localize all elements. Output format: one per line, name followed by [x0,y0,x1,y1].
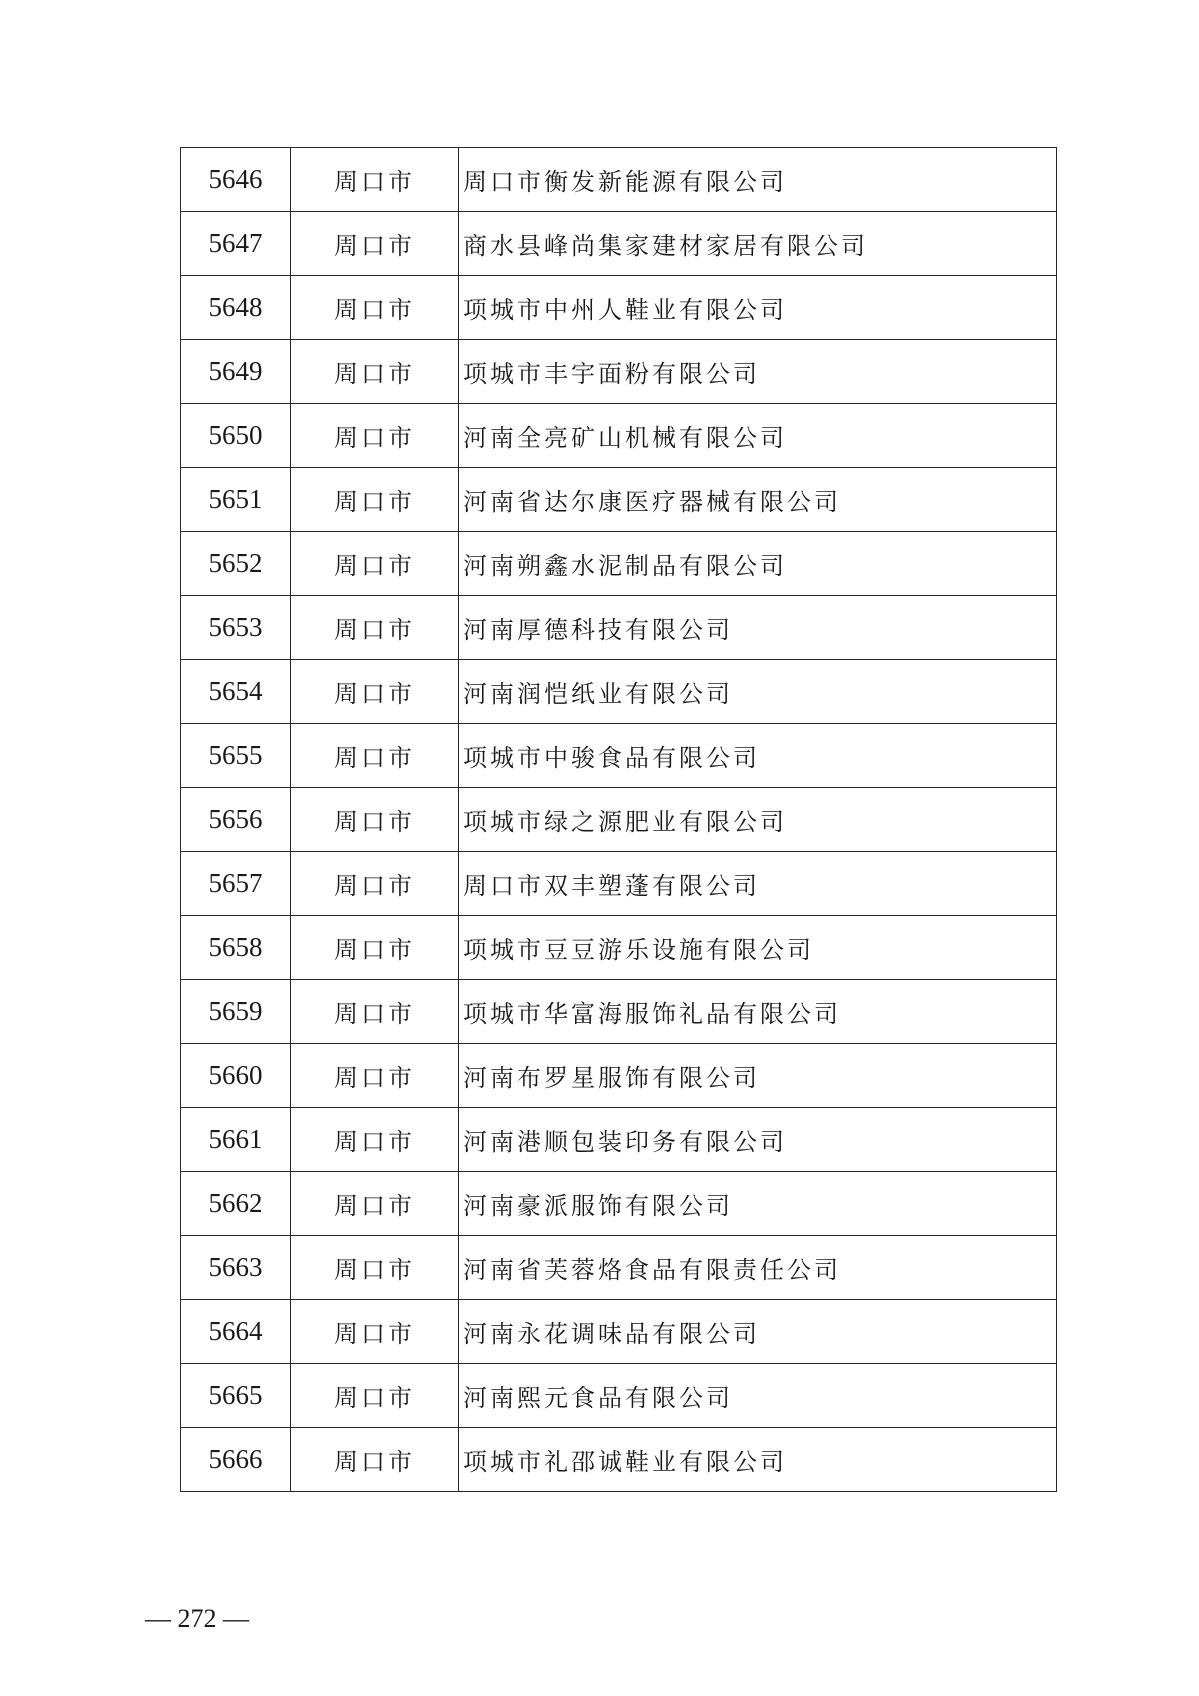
city-cell: 周口市 [291,724,459,788]
table-row [181,852,1057,916]
table-row [181,148,1057,212]
city-cell: 周口市 [291,980,459,1044]
table-row [181,1364,1057,1428]
company-name-cell: 河南永花调味品有限公司 [459,1300,1057,1364]
row-number-cell: 5664 [181,1300,291,1364]
company-name-cell: 河南朔鑫水泥制品有限公司 [459,532,1057,596]
row-number-cell: 5656 [181,788,291,852]
company-name-cell: 河南省达尔康医疗器械有限公司 [459,468,1057,532]
row-number-cell: 5650 [181,404,291,468]
row-number-cell: 5662 [181,1172,291,1236]
company-name-cell: 项城市华富海服饰礼品有限公司 [459,980,1057,1044]
company-name-cell: 项城市中骏食品有限公司 [459,724,1057,788]
row-number-cell: 5663 [181,1236,291,1300]
city-cell: 周口市 [291,916,459,980]
row-number-cell: 5665 [181,1364,291,1428]
company-name-cell: 河南豪派服饰有限公司 [459,1172,1057,1236]
city-cell: 周口市 [291,148,459,212]
company-name-cell: 项城市丰宇面粉有限公司 [459,340,1057,404]
table-row [181,340,1057,404]
table-row [181,1300,1057,1364]
table-row [181,212,1057,276]
company-name-cell: 周口市双丰塑蓬有限公司 [459,852,1057,916]
city-cell: 周口市 [291,340,459,404]
table-row [181,404,1057,468]
row-number-cell: 5652 [181,532,291,596]
row-number-cell: 5658 [181,916,291,980]
company-name-cell: 河南润恺纸业有限公司 [459,660,1057,724]
row-number-cell: 5654 [181,660,291,724]
company-name-cell: 项城市中州人鞋业有限公司 [459,276,1057,340]
row-number-cell: 5647 [181,212,291,276]
row-number-cell: 5657 [181,852,291,916]
company-name-cell: 河南省芙蓉烙食品有限责任公司 [459,1236,1057,1300]
city-cell: 周口市 [291,276,459,340]
company-name-cell: 商水县峰尚集家建材家居有限公司 [459,212,1057,276]
city-cell: 周口市 [291,1364,459,1428]
city-cell: 周口市 [291,1236,459,1300]
company-table [180,147,1057,1492]
company-name-cell: 项城市绿之源肥业有限公司 [459,788,1057,852]
city-cell: 周口市 [291,1108,459,1172]
table-row [181,1044,1057,1108]
row-number-cell: 5655 [181,724,291,788]
row-number-cell: 5646 [181,148,291,212]
company-name-cell: 河南全亮矿山机械有限公司 [459,404,1057,468]
row-number-cell: 5649 [181,340,291,404]
city-cell: 周口市 [291,1300,459,1364]
table-row [181,1236,1057,1300]
city-cell: 周口市 [291,532,459,596]
company-name-cell: 河南港顺包装印务有限公司 [459,1108,1057,1172]
company-name-cell: 项城市礼邵诚鞋业有限公司 [459,1428,1057,1492]
table-row [181,1108,1057,1172]
city-cell: 周口市 [291,660,459,724]
company-name-cell: 河南熙元食品有限公司 [459,1364,1057,1428]
city-cell: 周口市 [291,788,459,852]
table-row [181,532,1057,596]
row-number-cell: 5659 [181,980,291,1044]
row-number-cell: 5653 [181,596,291,660]
table-row [181,916,1057,980]
row-number-cell: 5661 [181,1108,291,1172]
table-row [181,1172,1057,1236]
row-number-cell: 5660 [181,1044,291,1108]
company-table-body [181,148,1057,1492]
city-cell: 周口市 [291,596,459,660]
row-number-cell: 5666 [181,1428,291,1492]
table-row [181,660,1057,724]
city-cell: 周口市 [291,404,459,468]
table-row [181,276,1057,340]
page-number: — 272 — [145,1604,249,1633]
city-cell: 周口市 [291,852,459,916]
company-name-cell: 周口市衡发新能源有限公司 [459,148,1057,212]
company-name-cell: 项城市豆豆游乐设施有限公司 [459,916,1057,980]
table-row [181,596,1057,660]
table-row [181,788,1057,852]
city-cell: 周口市 [291,1428,459,1492]
row-number-cell: 5651 [181,468,291,532]
company-name-cell: 河南厚德科技有限公司 [459,596,1057,660]
company-name-cell: 河南布罗星服饰有限公司 [459,1044,1057,1108]
city-cell: 周口市 [291,468,459,532]
table-row [181,980,1057,1044]
row-number-cell: 5648 [181,276,291,340]
table-row [181,724,1057,788]
city-cell: 周口市 [291,1044,459,1108]
table-row [181,1428,1057,1492]
city-cell: 周口市 [291,212,459,276]
table-row [181,468,1057,532]
city-cell: 周口市 [291,1172,459,1236]
